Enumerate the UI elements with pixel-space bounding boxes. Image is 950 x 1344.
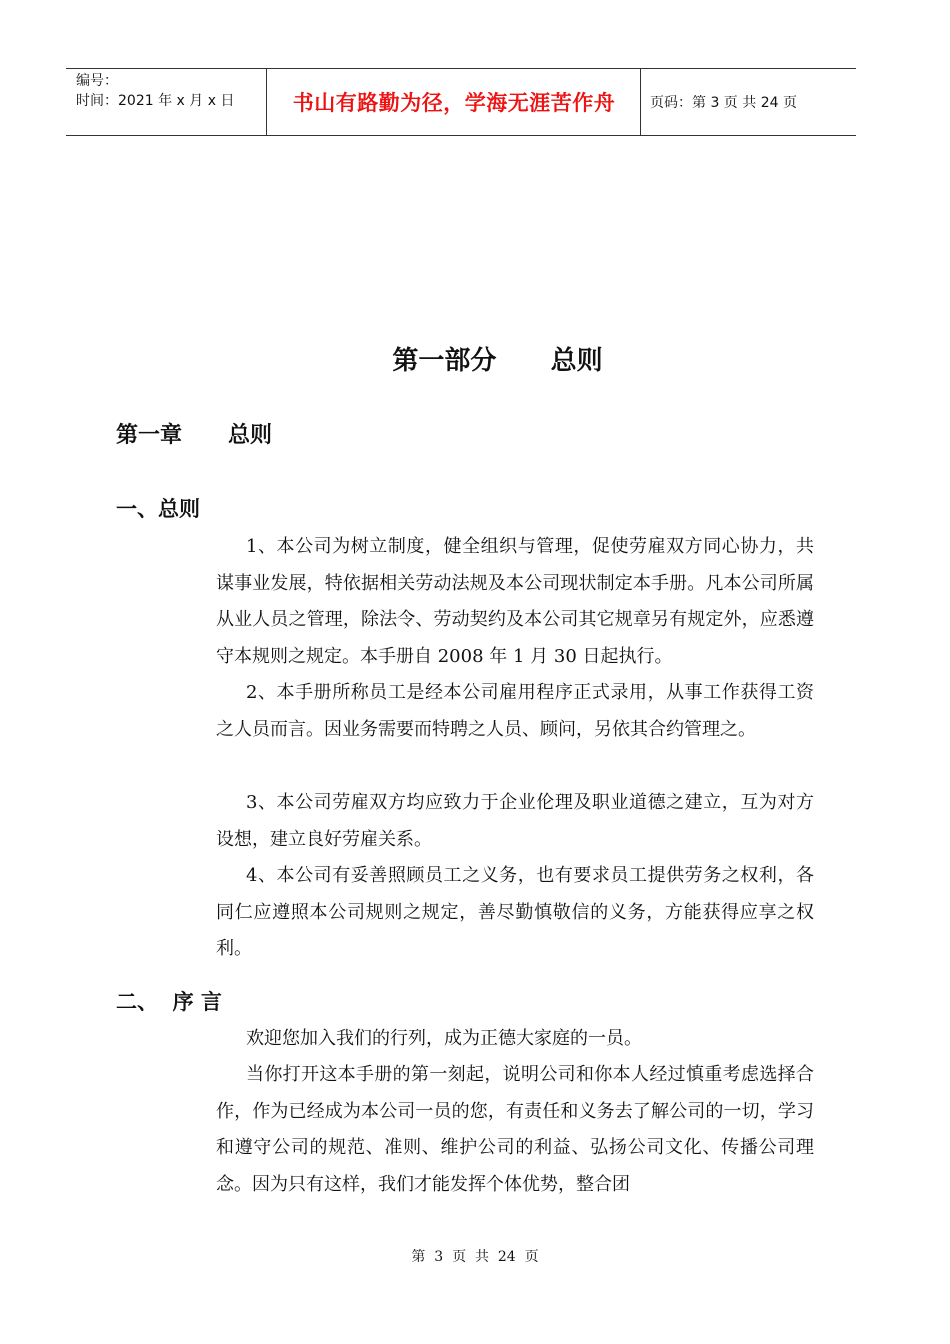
paragraph-general-3: 3、本公司劳雇双方均应致力于企业伦理及职业道德之建立，互为对方设想，建立良好劳雇关系。 [216,792,814,850]
page-header [66,68,856,136]
paragraph-general-2: 2、本手册所称员工是经本公司雇用程序正式录用，从事工作获得工资之人员而言。因业务需要而特聘之人员、顾问，另依其合约管理之。 [216,682,814,740]
section-heading-preface: 二、 序 言 [116,990,222,1014]
header-divider-left [266,69,267,135]
paragraph-general-1: 1、本公司为树立制度，健全组织与管理，促使劳雇双方同心协力，共谋事业发展，特依据相关劳动法规及本公司现状制定本手册。凡本公司所属从业人员之管理，除法令、劳动契约及本公司其它规章另有规定外，应悉遵守本规则之规定。本手册自 2008 年 1 月 30 日起执行。 [216,536,814,667]
section-heading-general: 一、总则 [116,497,200,521]
header-motto: 书山有路勤为径，学海无涯苦作舟 [292,91,616,115]
header-meta [76,71,234,111]
serial-number-label: 编号： [76,73,118,89]
header-divider-right [640,69,641,135]
page-footer: 第 3 页 共 24 页 [411,1249,539,1265]
part-title: 第一部分 总则 [392,346,603,376]
chapter-title: 第一章 总则 [116,423,272,448]
paragraph-preface-2: 当你打开这本手册的第一刻起，说明公司和你本人经过慎重考虑选择合作，作为已经成为本公司一员的您，有责任和义务去了解公司的一切，学习和遵守公司的规范、准则、维护公司的利益、弘扬公司文化、传播公司理念。因为只有这样，我们才能发挥个体优势，整合团 [216,1064,814,1195]
date-label: 时间：2021 年 x 月 x 日 [76,93,235,109]
paragraph-preface-1: 欢迎您加入我们的行列，成为正德大家庭的一员。 [246,1028,642,1049]
header-page-info: 页码：第 3 页 共 24 页 [650,95,797,111]
paragraph-general-4: 4、本公司有妥善照顾员工之义务，也有要求员工提供劳务之权利，各同仁应遵照本公司规则之规定，善尽勤慎敬信的义务，方能获得应享之权利。 [216,865,814,959]
